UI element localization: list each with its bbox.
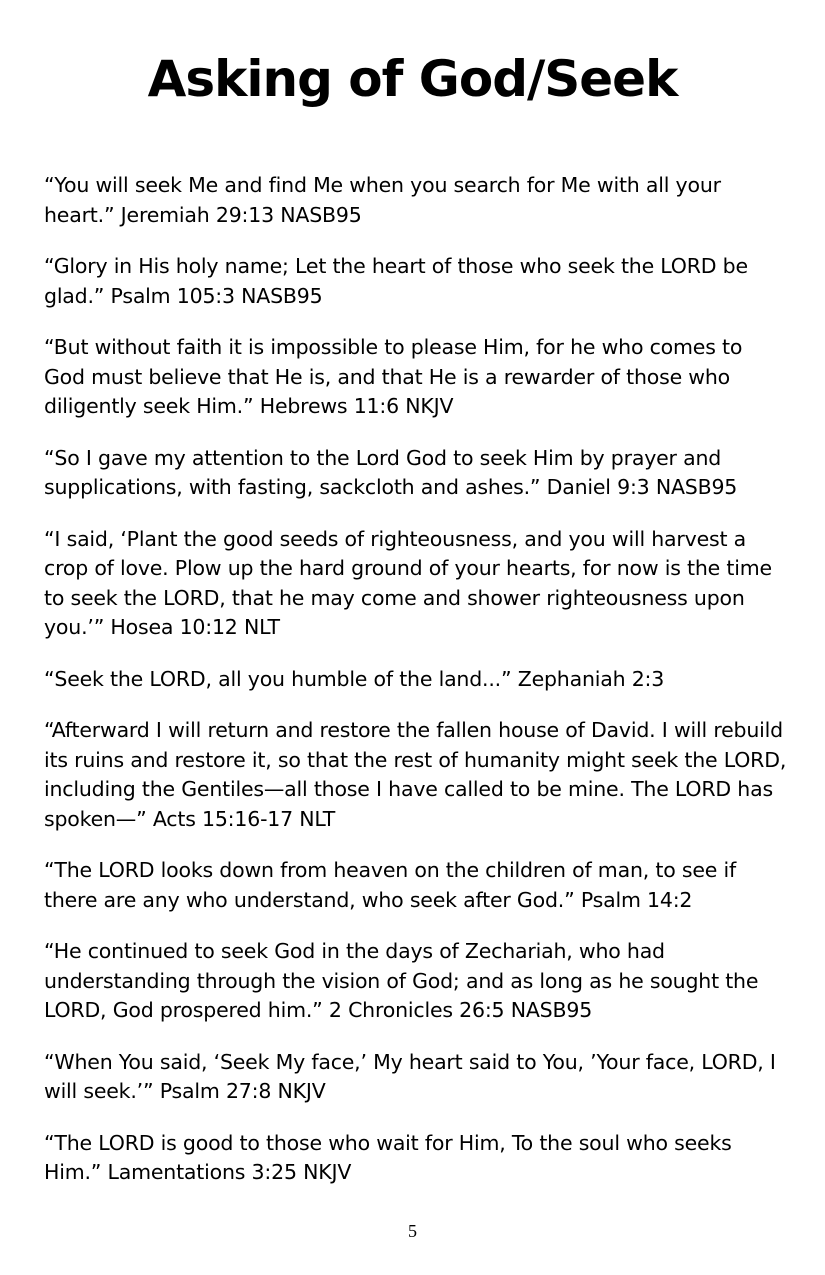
verse-acts-15-16: “Afterward I will return and restore the fallen house of David. I will rebuild its ruins and restore it, so that the rest of humanity might seek the LORD, including the Gentiles—all those I have called to be mine. The LORD has spoken—” Acts 15:16-17 NLT (44, 718, 787, 831)
verse-psalm-27-8: “When You said, ‘Seek My face,’ My heart said to You, ’Your face, LORD, I will seek.’” Psalm 27:8 NKJV (44, 1049, 776, 1103)
verse-psalm-105-3: “Glory in His holy name; Let the heart of those who seek the LORD be glad.” Psalm 105:3 NASB95 (44, 254, 748, 308)
verse-psalm-14-2: “The LORD looks down from heaven on the children of man, to see if there are any who understand, who seek after God.” Psalm 14:2 (44, 858, 736, 912)
verse-list (44, 171, 789, 1210)
verse-daniel-9-3: “So I gave my attention to the Lord God to seek Him by prayer and supplications, with fasting, sackcloth and ashes.” Daniel 9:3 NASB95 (44, 445, 738, 499)
verse-zephaniah-2-3: “Seek the LORD, all you humble of the land...” Zephaniah 2:3 (44, 666, 665, 691)
verse-hosea-10-12: “I said, ‘Plant the good seeds of righteousness, and you will harvest a crop of love. Plow up the hard ground of your hearts, for now is the time to seek the LORD, that he may come and shower righteousness upon you.’” Hosea 10:12 NLT (44, 526, 772, 639)
verse-lamentations-3-25: “The LORD is good to those who wait for Him, To the soul who seeks Him.” Lamentations 3:25 NKJV (44, 1130, 732, 1184)
page-title: Asking of God/Seek (147, 50, 678, 108)
verse-2-chronicles-26-5: “He continued to seek God in the days of Zechariah, who had understanding through the vision of God; and as long as he sought the LORD, God prospered him.” 2 Chronicles 26:5 NASB95 (44, 939, 759, 1022)
page-number: 5 (408, 1221, 417, 1241)
verse-jeremiah-29-13: “You will seek Me and find Me when you search for Me with all your heart.” Jeremiah 29:13 NASB95 (44, 173, 721, 227)
verse-hebrews-11-6: “But without faith it is impossible to please Him, for he who comes to God must believe that He is, and that He is a rewarder of those who diligently seek Him.” Hebrews 11:6 NKJV (44, 335, 743, 418)
